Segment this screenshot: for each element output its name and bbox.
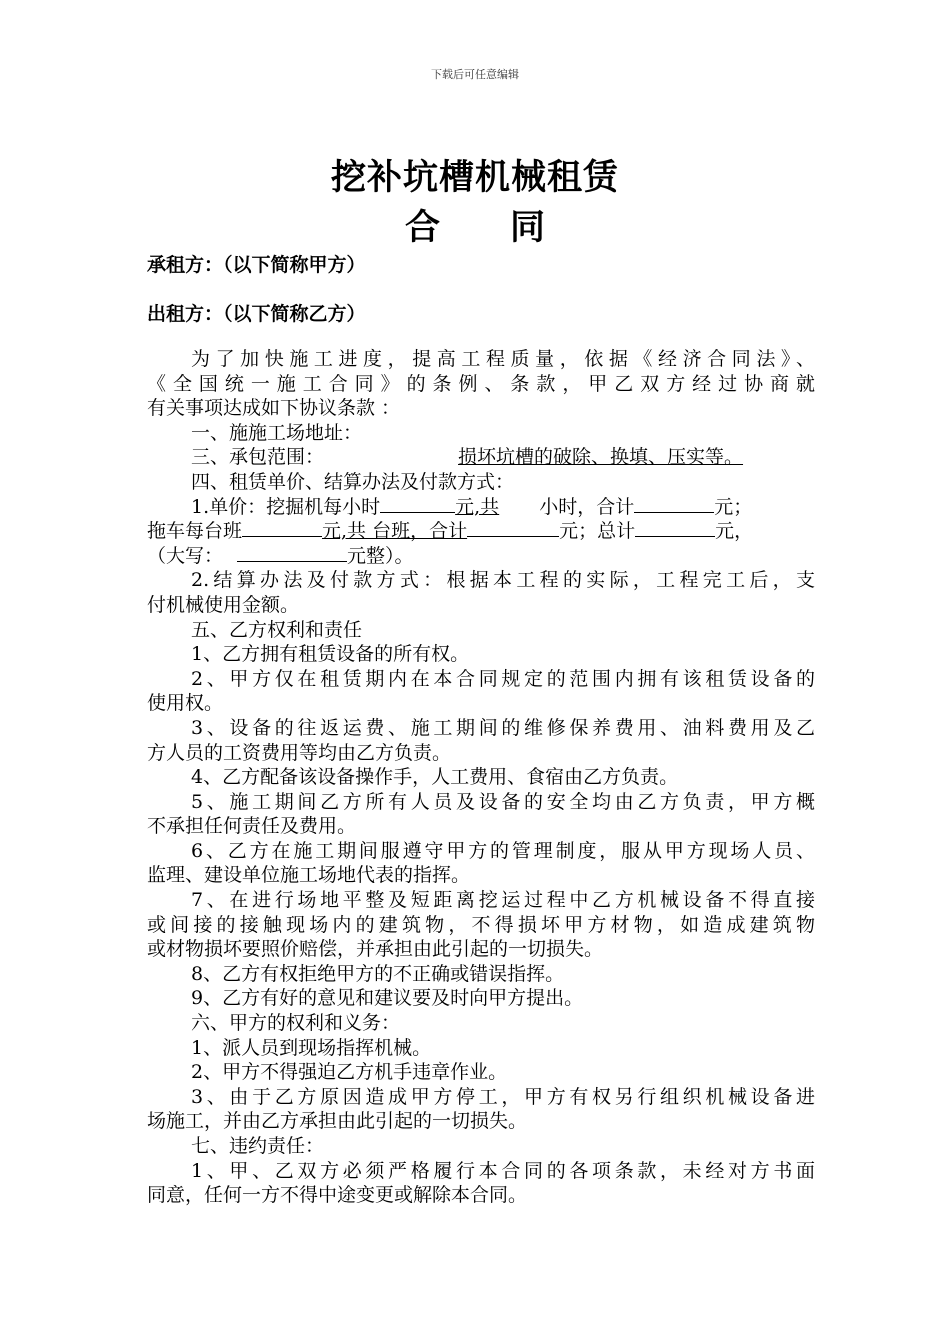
blank-field [635, 536, 715, 537]
clause-line: 3、由于乙方原因造成甲方停工，甲方有权另行组织机械设备进 [191, 1085, 815, 1108]
section-scope [147, 445, 815, 470]
section-pricing: 四、租赁单价、结算办法及付款方式： [191, 470, 515, 493]
clause-line: 使用权。 [147, 692, 224, 715]
clause-line: 或材物损坏要照价赔偿，并承担由此引起的一切损失。 [147, 938, 604, 961]
clause-line: 2、甲方不得强迫乙方机手违章作业。 [191, 1061, 508, 1084]
blank-field [467, 536, 559, 537]
excavator-rate-label: 1.单价：挖掘机每小时 [191, 495, 381, 518]
amount-words-suffix: 元整）。 [347, 544, 414, 567]
section-breach: 七、违约责任： [191, 1135, 325, 1157]
contract-body [147, 347, 815, 1208]
grand-total-label: 元；总计 [559, 520, 636, 543]
clause-line: 同意，任何一方不得中途变更或解除本合同。 [147, 1184, 528, 1207]
price-line-3 [147, 544, 815, 569]
unit-yuan: 元,共 [455, 495, 500, 518]
section-site: 一、施施工场地址： [191, 421, 363, 444]
price-line-2 [147, 519, 815, 544]
lessor-line: 出租方：（以下简称乙方） [147, 303, 366, 325]
header-note: 下载后可任意编辑 [431, 68, 519, 81]
section-lessor-rights: 五、乙方权利和责任 [191, 618, 363, 641]
clause-line: 1、甲、乙双方必须严格履行本合同的各项条款，未经对方书面 [191, 1159, 815, 1182]
section-lessee-rights: 六、甲方的权利和义务： [191, 1012, 401, 1035]
intro-line: 有关事项达成如下协议条款 ： [147, 397, 401, 420]
shift-total-label: 元,共 台班，合计 [322, 520, 468, 543]
clause-line: 6、乙方在施工期间服遵守甲方的管理制度，服从甲方现场人员、 [191, 839, 815, 862]
intro-line: 为了加快施工进度，提高工程质量，依据《经济合同法》、 [191, 348, 815, 370]
clause-line: 1、派人员到现场指挥机械。 [191, 1036, 432, 1059]
unit-yuan: 元， [715, 520, 754, 543]
hours-total-label: 小时，合计 [539, 495, 635, 518]
clause-line: 4、乙方配备该设备操作手，人工费用、食宿由乙方负责。 [191, 766, 679, 789]
blank-field [380, 512, 455, 513]
clause-line: 或间接的接触现场内的建筑物，不得损坏甲方材物，如造成建筑物 [147, 913, 815, 936]
clause-line: 场施工，并由乙方承担由此引起的一切损失。 [147, 1110, 528, 1133]
clause-line: 1、乙方拥有租赁设备的所有权。 [191, 643, 470, 666]
scope-label: 三、承包范围： [191, 446, 325, 469]
clause-line: 7、在进行场地平整及短距离挖运过程中乙方机械设备不得直接 [191, 889, 815, 912]
clause-line: 方人员的工资费用等均由乙方负责。 [147, 741, 452, 764]
clause-line: 2、甲方仅在租赁期内在本合同规定的范围内拥有该租赁设备的 [191, 667, 815, 690]
document-title: 挖补坑槽机械租赁 [330, 157, 619, 198]
lessee-line: 承租方：（以下简称甲方） [147, 254, 366, 276]
clause-line: 5、施工期间乙方所有人员及设备的安全均由乙方负责，甲方概 [191, 790, 815, 813]
blank-field [634, 512, 714, 513]
price-line-1 [147, 495, 815, 520]
amount-words-label: （大写： [147, 544, 224, 567]
scope-text: 损坏坑槽的破除、换填、压实等。 [458, 446, 744, 469]
clause-line: 8、乙方有权拒绝甲方的不正确或错误指挥。 [191, 962, 565, 985]
unit-yuan: 元； [714, 495, 753, 518]
settlement-line: 2.结算办法及付款方式：根据本工程的实际，工程完工后，支 [191, 569, 815, 592]
blank-field [237, 561, 347, 562]
intro-line: 《全国统一施工合同》的条例、条款，甲乙双方经过协商就 [147, 372, 815, 395]
clause-line: 9、乙方有好的意见和建议要及时向甲方提出。 [191, 987, 584, 1010]
document-subtitle: 合同 [404, 207, 615, 248]
blank-field [242, 536, 322, 537]
settlement-line: 付机械使用金额。 [147, 593, 300, 616]
trailer-rate-label: 拖车每台班 [147, 520, 243, 543]
clause-line: 3、设备的往返运费、施工期间的维修保养费用、油料费用及乙 [191, 716, 815, 739]
clause-line: 监理、建设单位施工场地代表的指挥。 [147, 864, 471, 887]
clause-line: 不承担任何责任及费用。 [147, 815, 357, 838]
scope-value [324, 446, 743, 468]
